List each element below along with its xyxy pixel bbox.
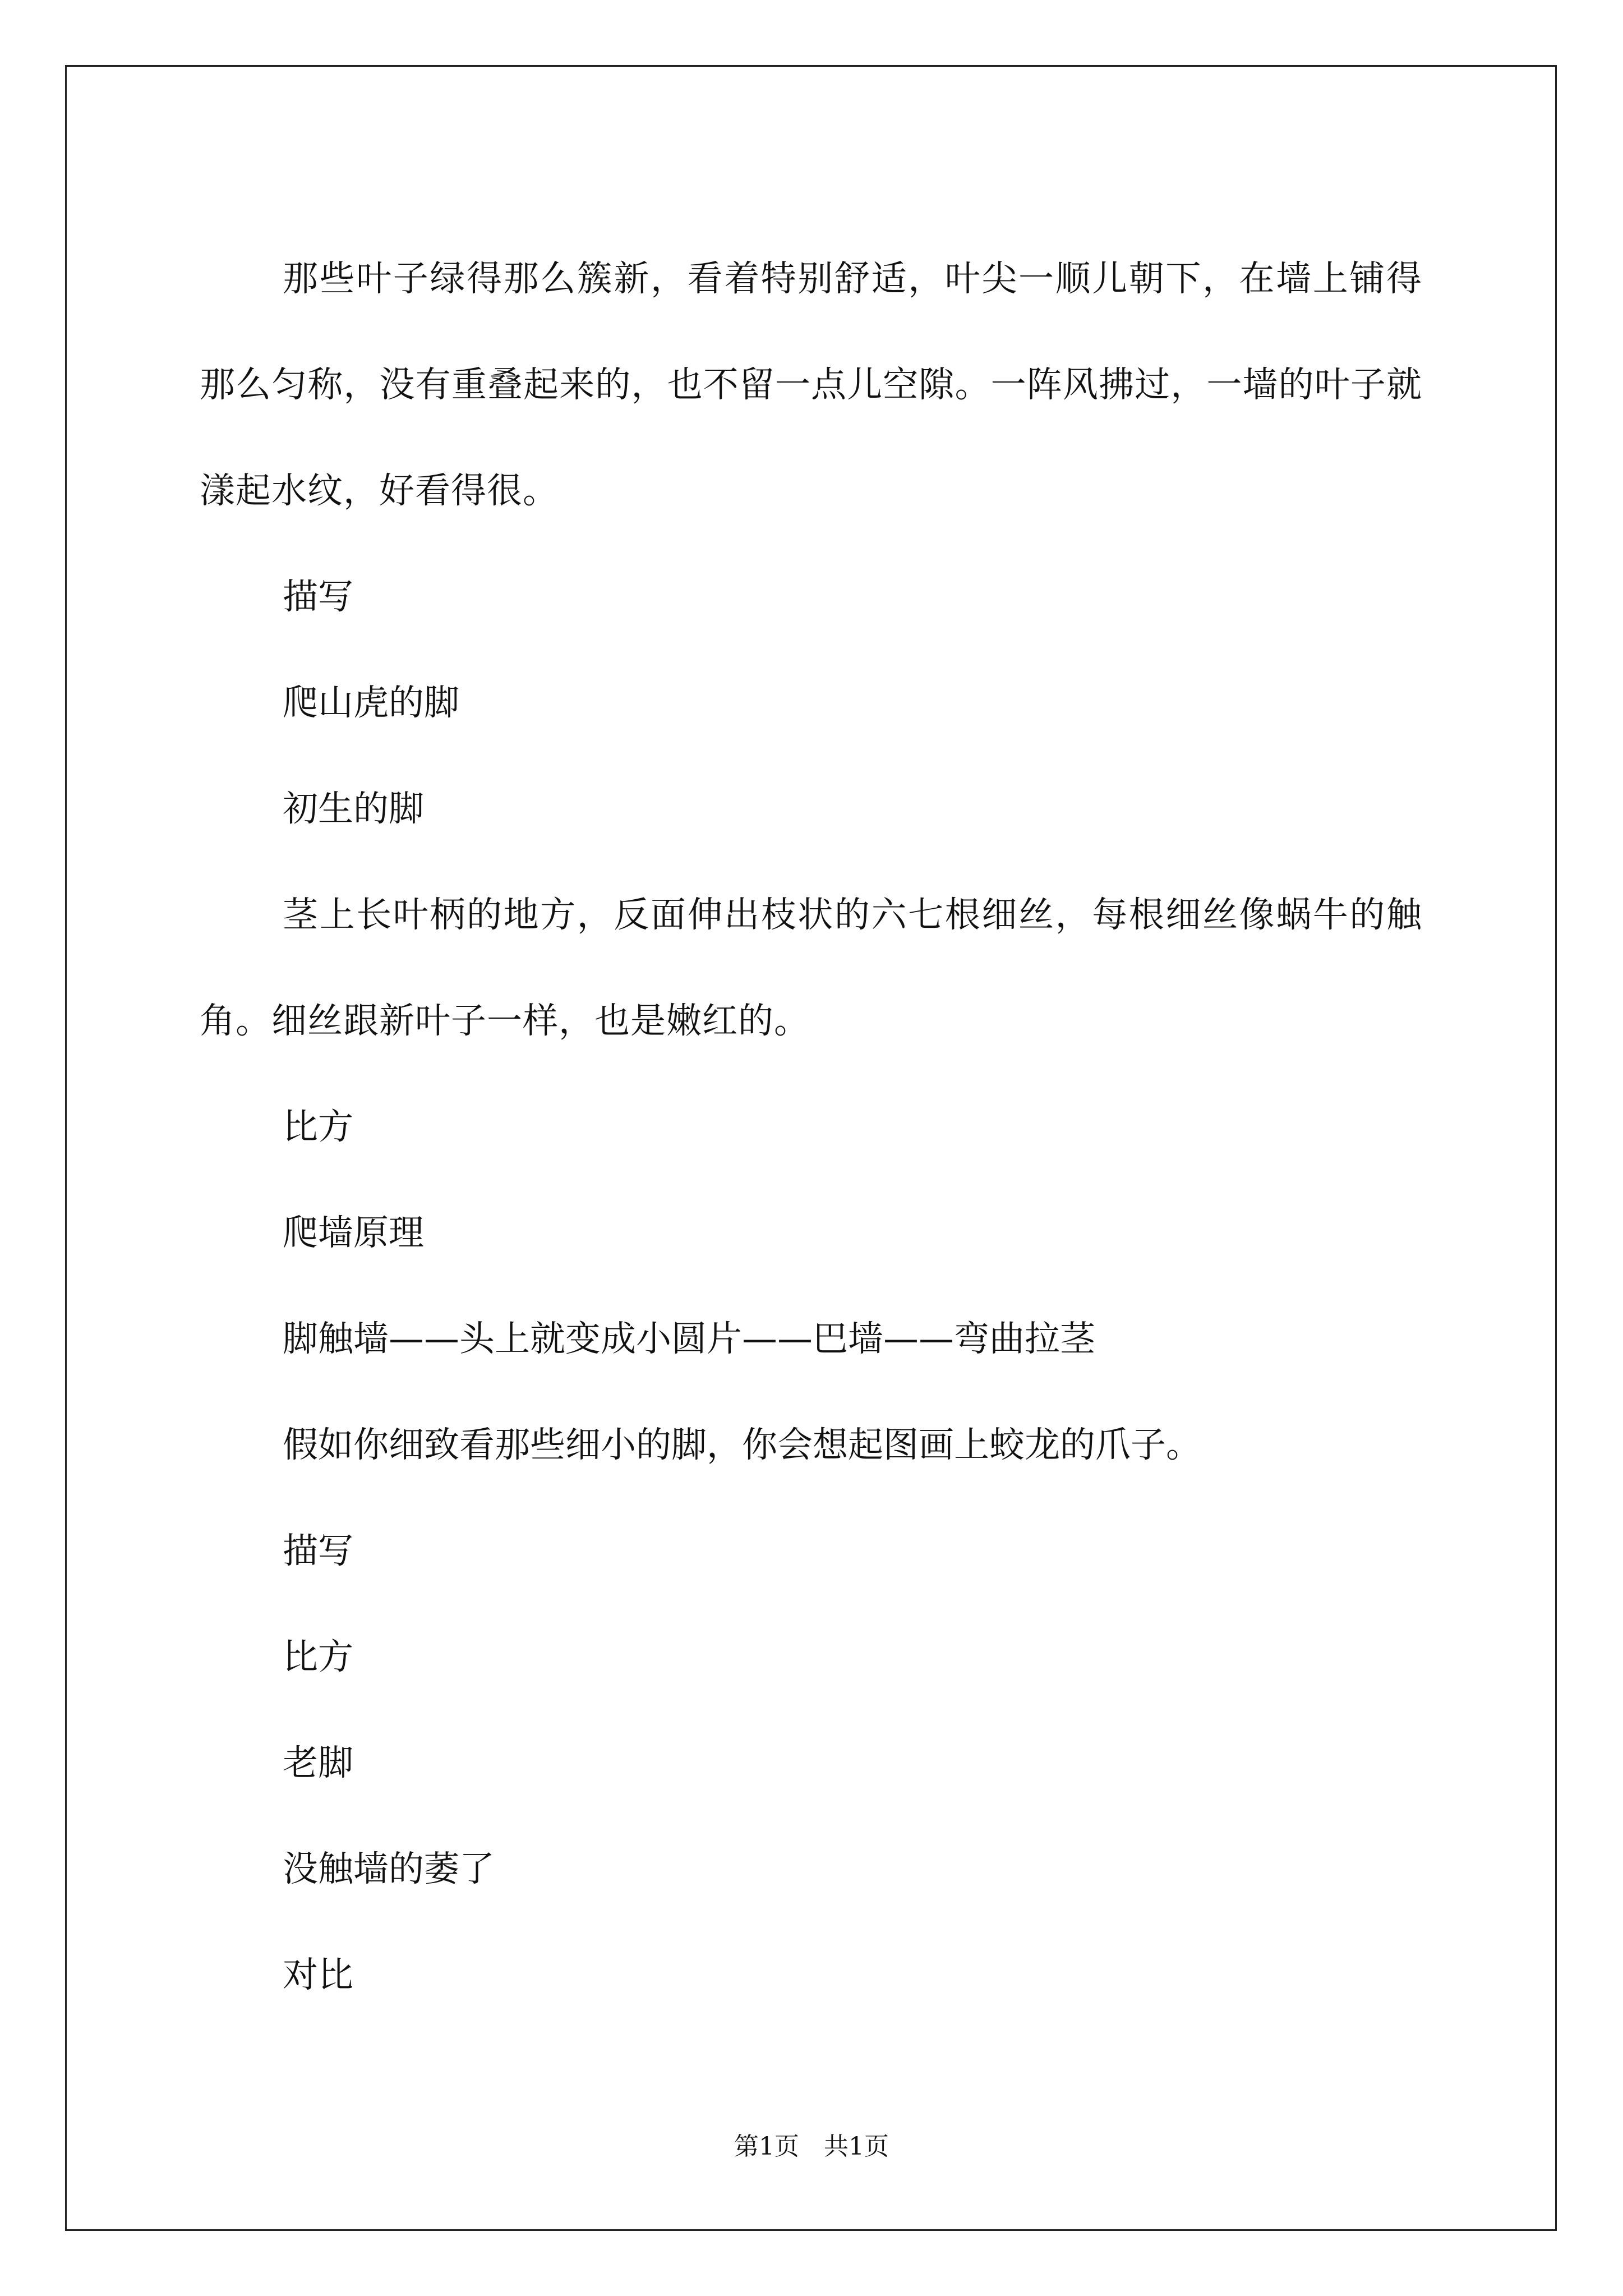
text-line: 假如你细致看那些细小的脚，你会想起图画上蛟龙的爪子。 <box>283 1424 1201 1465</box>
text-line: 爬墙原理 <box>283 1212 424 1253</box>
text-line: 老脚 <box>283 1742 353 1783</box>
text-line: 脚触墙——头上就变成小圆片——巴墙——弯曲拉茎 <box>283 1318 1095 1359</box>
text-line: 比方 <box>283 1636 353 1677</box>
text-line: 没触墙的萎了 <box>283 1848 495 1889</box>
document-body <box>200 226 1422 2028</box>
text-line: 比方 <box>283 1106 353 1147</box>
page-footer: 第1页 共1页 <box>734 2132 889 2161</box>
paragraph-leaves: 那些叶子绿得那么簇新，看着特别舒适，叶尖一顺儿朝下，在墙上铺得那么匀称，没有重叠起来的，也不留一点儿空隙。一阵风拂过，一墙的叶子就漾起水纹，好看得很。 <box>200 258 1422 511</box>
text-line: 爬山虎的脚 <box>283 682 459 723</box>
text-line: 描写 <box>283 1530 353 1571</box>
text-line: 对比 <box>283 1954 353 1995</box>
text-line: 初生的脚 <box>283 788 424 829</box>
paragraph-tendrils: 茎上长叶柄的地方，反面伸出枝状的六七根细丝，每根细丝像蜗牛的触角。细丝跟新叶子一样，也是嫩红的。 <box>200 894 1422 1041</box>
text-line: 描写 <box>283 576 353 617</box>
